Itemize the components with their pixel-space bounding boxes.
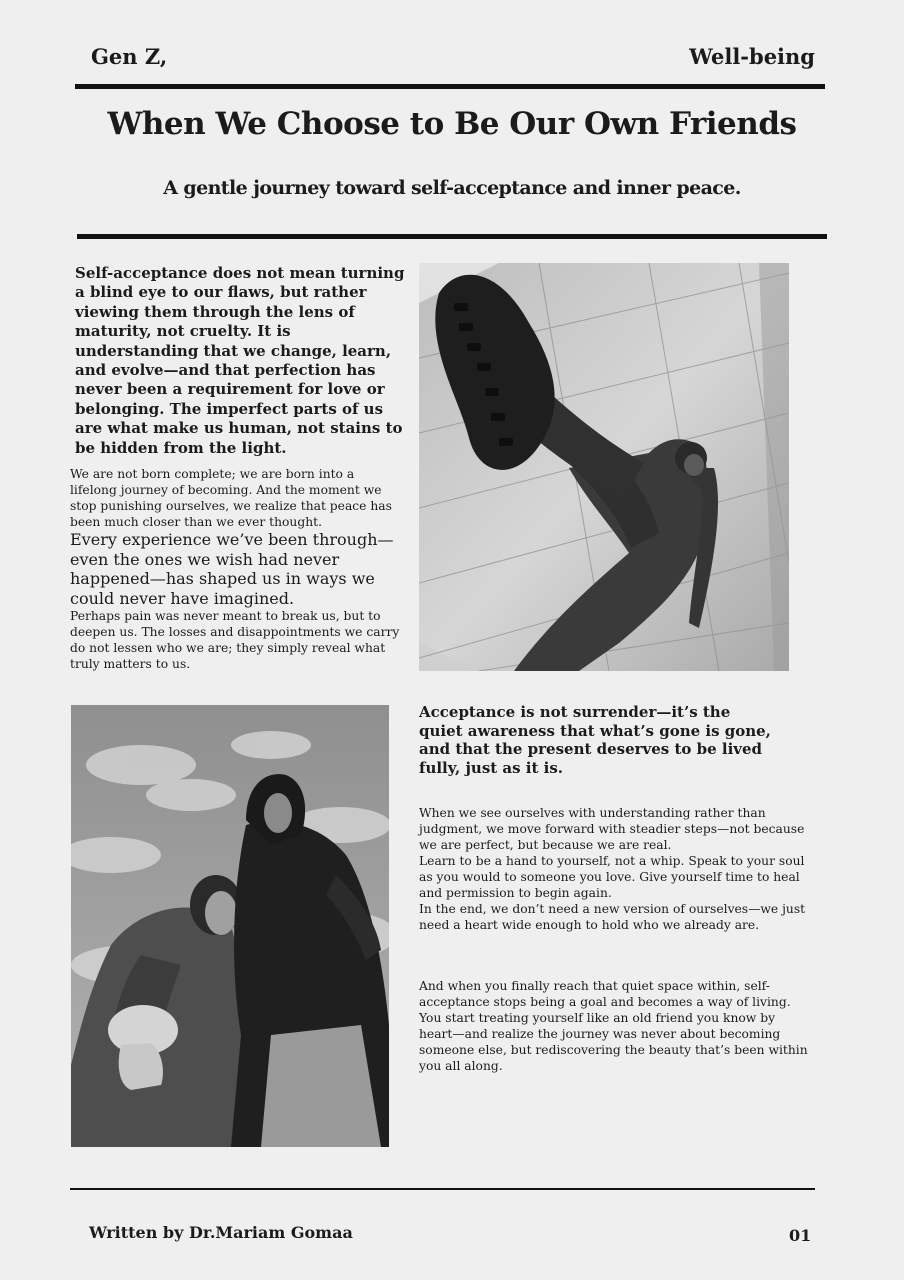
body-paragraph: Learn to be a hand to yourself, not a whip. Speak to your soul as you would to someone you love. Give yourself time to heal and permission to begin again. xyxy=(419,854,805,900)
portrait-photo-illustration xyxy=(71,705,389,1147)
left-column-body xyxy=(70,466,400,672)
kick-photo xyxy=(419,263,789,671)
header-rule xyxy=(75,84,825,89)
article-title: When We Choose to Be Our Own Friends xyxy=(107,106,797,142)
kick-photo-illustration xyxy=(419,263,789,671)
body-paragraph: And when you finally reach that quiet space within, self-acceptance stops being a goal and becomes a way of living. xyxy=(419,979,791,1009)
section-label: Gen Z, xyxy=(91,44,168,69)
author-byline: Written by Dr.Mariam Gomaa xyxy=(89,1223,353,1242)
body-paragraph: Perhaps pain was never meant to break us, but to deepen us. The losses and disappointments we carry do not lessen who we are; they simply reveal what truly matters to us. xyxy=(70,609,400,671)
portrait-photo xyxy=(71,705,389,1147)
pull-quote: Acceptance is not surrender—it’s the quiet awareness that what’s gone is gone, and that the present deserves to be lived fully, just as it is. xyxy=(419,703,771,777)
footer-rule xyxy=(70,1188,815,1190)
closing-body xyxy=(419,978,809,1074)
body-paragraph: When we see ourselves with understanding rather than judgment, we move forward with steadier steps—not because we are perfect, but because we are real. xyxy=(419,806,805,852)
body-paragraph: In the end, we don’t need a new version of ourselves—we just need a heart wide enough to hold who we already are. xyxy=(419,902,806,932)
title-rule xyxy=(77,234,827,239)
lead-paragraph: Self-acceptance does not mean turning a blind eye to our flaws, but rather viewing them through the lens of maturity, not cruelty. It is understanding that we change, learn, and evolve—and that perfection has never been a requirement for love or belonging. The imperfect parts of us are what make us human, not stains to be hidden from the light. xyxy=(75,264,405,457)
category-label: Well-being xyxy=(689,44,815,69)
article-subtitle: A gentle journey toward self-acceptance and inner peace. xyxy=(163,177,741,199)
body-paragraph: We are not born complete; we are born into a lifelong journey of becoming. And the moment we stop punishing ourselves, we realize that peace has been much closer than we ever thought. xyxy=(70,467,392,529)
right-column-body xyxy=(419,805,809,933)
body-paragraph-large: Every experience we’ve been through—even the ones we wish had never happened—has shaped us in ways we could never have imagined. xyxy=(70,530,394,608)
page-number: 01 xyxy=(789,1226,812,1245)
body-paragraph: You start treating yourself like an old friend you know by heart—and realize the journey was never about becoming someone else, but rediscovering the beauty that’s been within you all along. xyxy=(419,1011,808,1073)
